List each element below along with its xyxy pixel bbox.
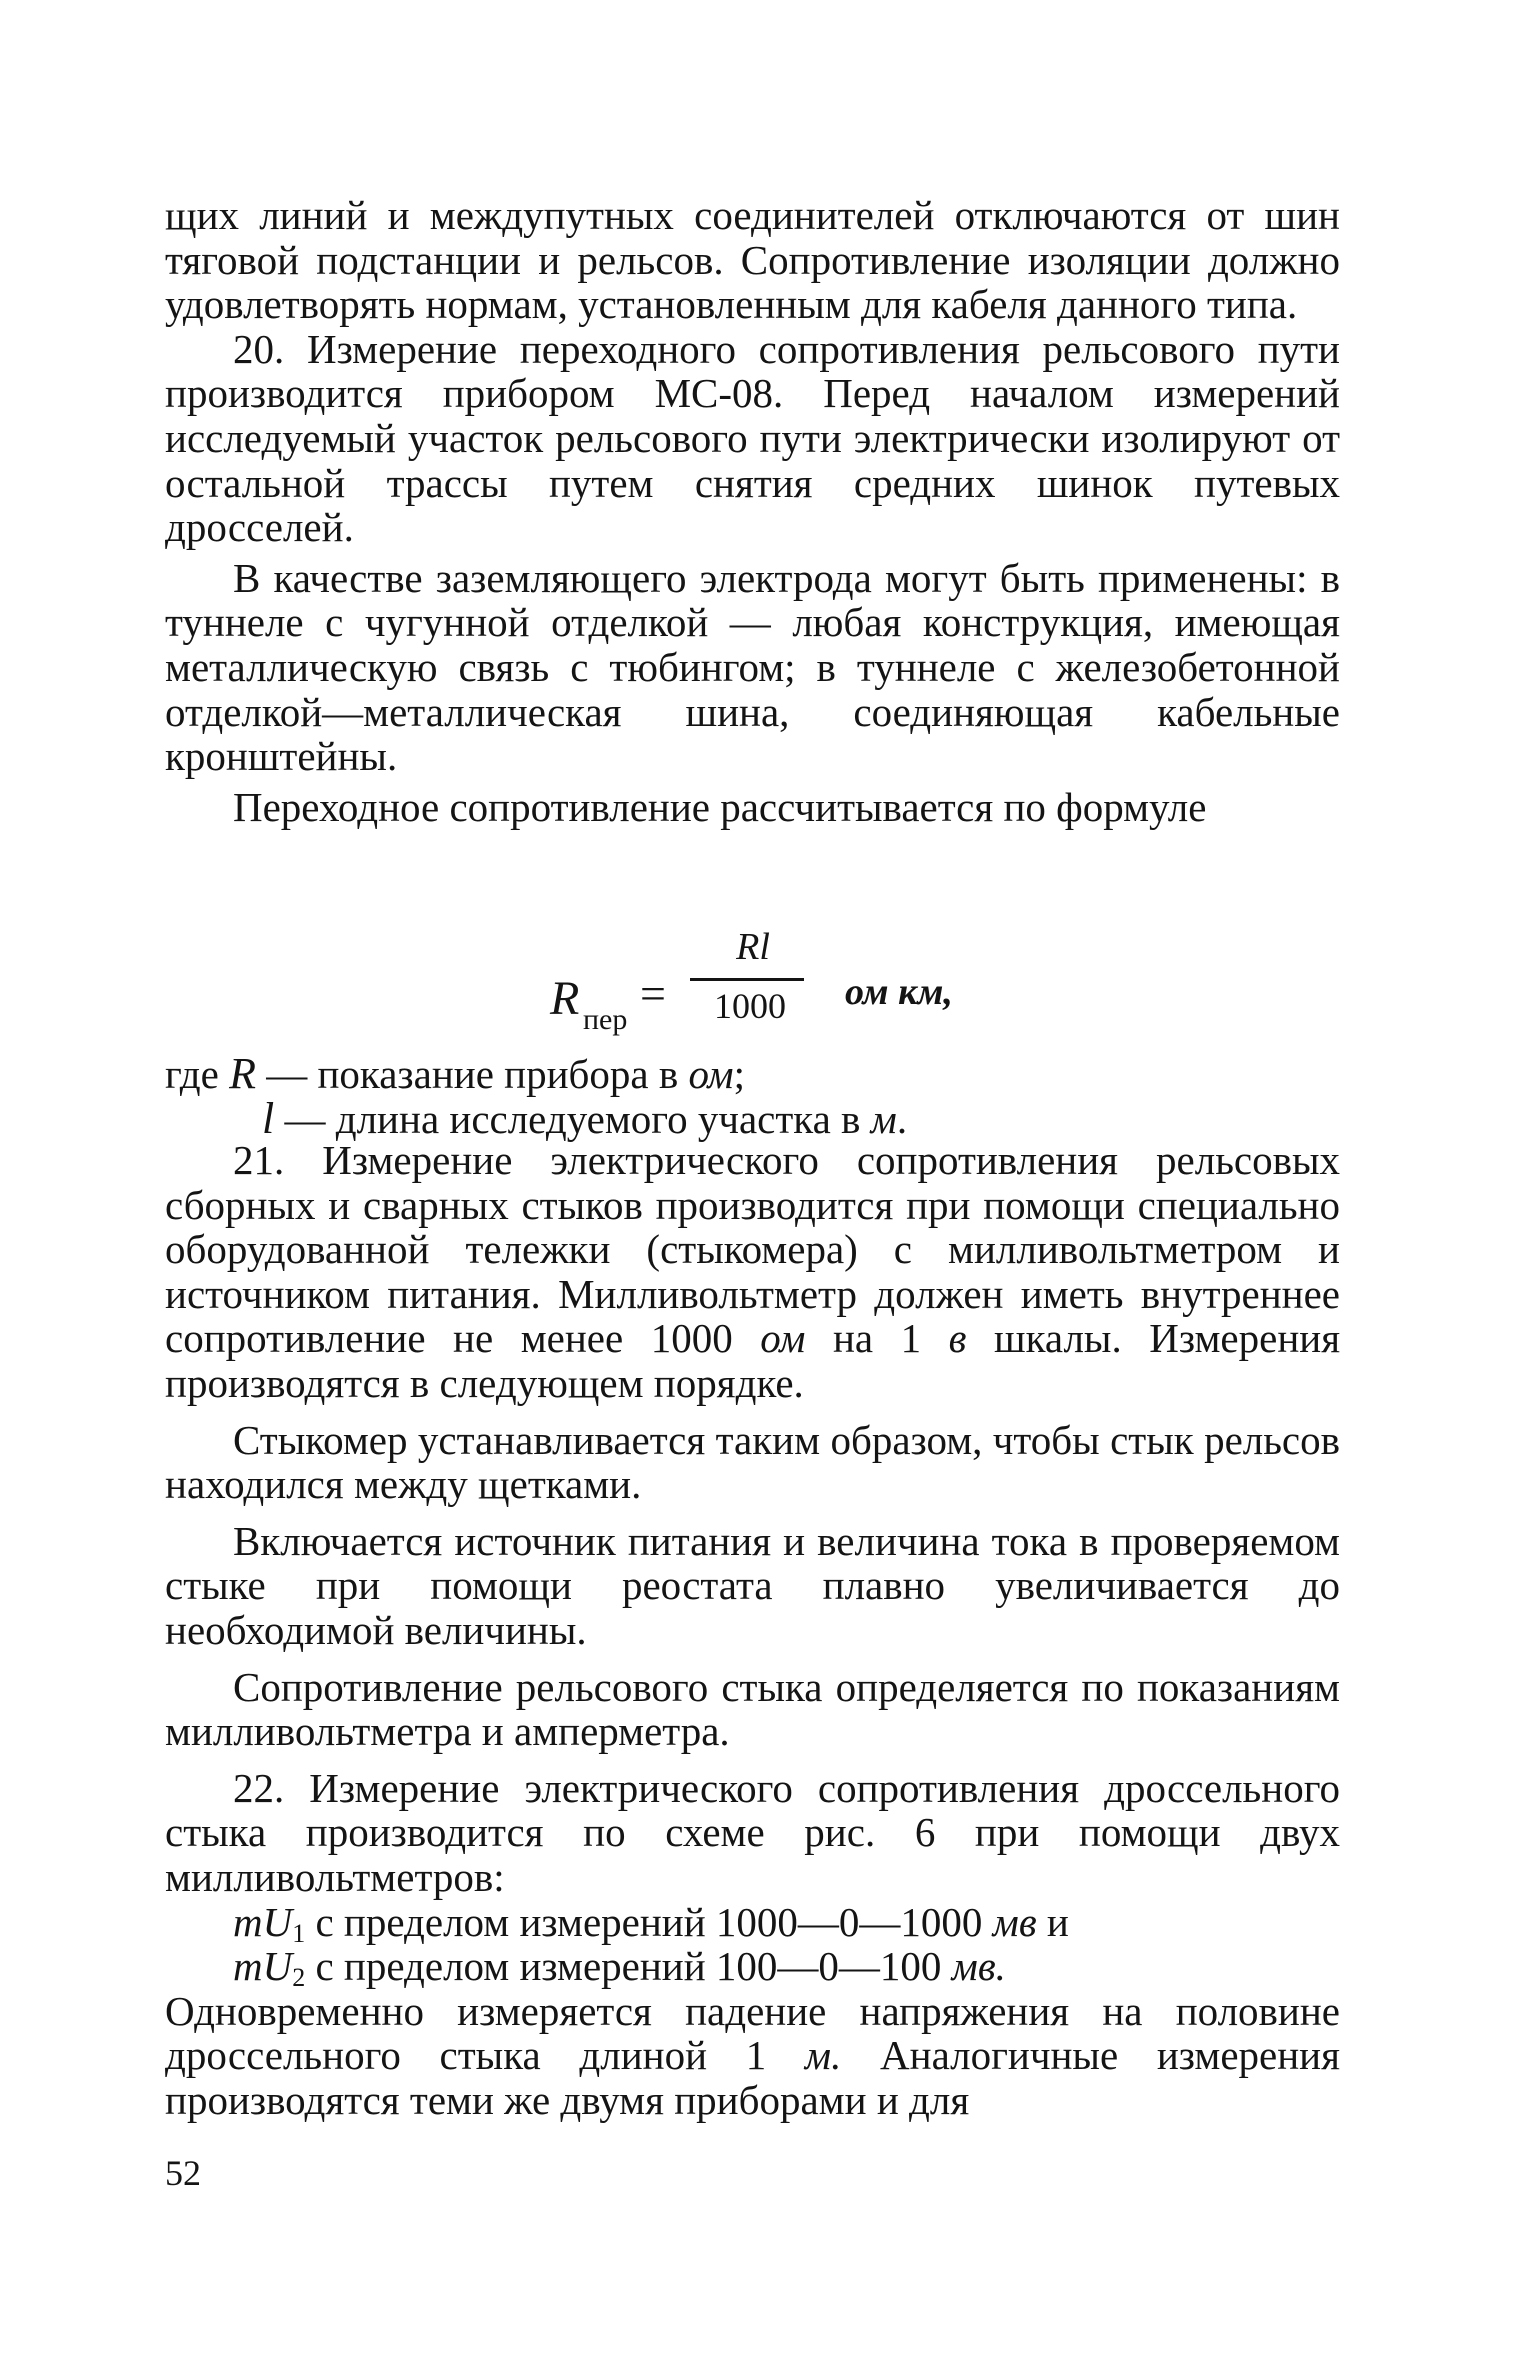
mu1-symbol: mU [233,1898,293,1945]
line-mu1 [165,1898,1340,1948]
paragraph-21 [165,1138,1340,1406]
mu2-text: с пределом измерений 100—0—100 [315,1943,942,1990]
R-end: ; [733,1051,745,1097]
paragraph-continued: щих линий и междупутных соединителей отключаются от шин тяговой подстанции и рельсов. Сопротивление изоляции должно удовлетворять нормам, установленным для кабеля данного типа. [165,192,1340,328]
l-end: . [896,1096,908,1142]
text-block-bottom [165,1138,1340,2122]
formula-lhs-subscript: пер [583,1003,628,1036]
paragraph-sopr: Сопротивление рельсового стыка определяется по показаниям милливольтметра и амперметра. [165,1663,1340,1755]
p21-unit-v: в [948,1315,967,1362]
formula [0,925,1535,1055]
mu2-unit: мв. [951,1943,1006,1990]
symbol-l: l [262,1094,275,1143]
page-number: 52 [165,2153,201,2193]
last-text-b: Аналогичные измерения производятся теми же двумя приборами и для [165,2032,1340,2123]
mu2-symbol: mU [233,1943,293,1990]
paragraph-20: 20. Измерение переходного сопротивления рельсового пути производится прибором МС-08. Перед началом измерений исследуемый участок рельсового пути электрически изолируют от остальной трассы путем снятия средних шинок путевых дросселей. [165,325,1340,551]
last-unit-m: м. [804,2032,842,2079]
mu1-unit: мв [992,1898,1037,1945]
fraction-bar [690,978,804,981]
p21-unit-om: ом [760,1315,806,1362]
p21-text-c: шкалы. Измерения производятся в следующем порядке. [165,1315,1341,1406]
l-definition: — длина исследуемого участка в [284,1096,861,1142]
last-text-a: Одновременно измеряется падение напряжения на половине дроссельного стыка длиной 1 [165,1987,1340,2079]
paragraph-formula-intro: Переходное сопротивление рассчитывается по формуле [233,783,1207,830]
mu1-subscript: 1 [292,1918,306,1948]
paragraph-last [165,1989,1340,2123]
paragraph-electrode: В качестве заземляющего электрода могут быть применены: в туннеле с чугунной отделкой — любая конструкция, имеющая металлическую связь с тюбингом; в туннеле с железобетонной отделкой—металлическая шина, соединяющая кабельные кронштейны. [165,554,1340,780]
formula-lhs: R [550,972,580,1025]
text-block-top [165,193,1340,829]
line-mu2 [165,1943,1340,1993]
R-unit: ом [688,1051,734,1097]
symbol-R: R [229,1049,256,1098]
p21-text-b: на 1 [832,1315,922,1362]
paragraph-vkl: Включается источник питания и величина тока в проверяемом стыке при помощи реостата плавно увеличивается до необходимой величины. [165,1517,1340,1653]
formula-unit: ом км, [845,971,953,1013]
mu1-end: и [1046,1898,1069,1945]
where-line-R [165,1048,745,1099]
formula-denominator: 1000 [714,986,786,1026]
paragraph-22: 22. Измерение электрического сопротивления дроссельного стыка производится по схеме рис. 6 при помощи двух милливольтметров: [165,1764,1340,1900]
formula-equals: = [640,968,666,1019]
where-prefix: где [165,1051,219,1097]
mu1-text: с пределом измерений 1000—0—1000 [315,1898,983,1945]
paragraph-stykomer: Стыкомер устанавливается таким образом, чтобы стык рельсов находился между щетками. [165,1416,1340,1508]
R-definition: — показание прибора в [266,1051,679,1097]
mu2-subscript: 2 [292,1963,306,1993]
l-unit: м [870,1096,897,1142]
formula-numerator: Rl [736,926,770,968]
p21-text-a: 21. Измерение электрического сопротивления рельсовых сборных и сварных стыков производится при помощи специально оборудованной тележки (стыкомера) с милливольтметром и источником питания. Милливольтметр должен иметь внутреннее сопротивление не менее 1000 [165,1137,1340,1362]
